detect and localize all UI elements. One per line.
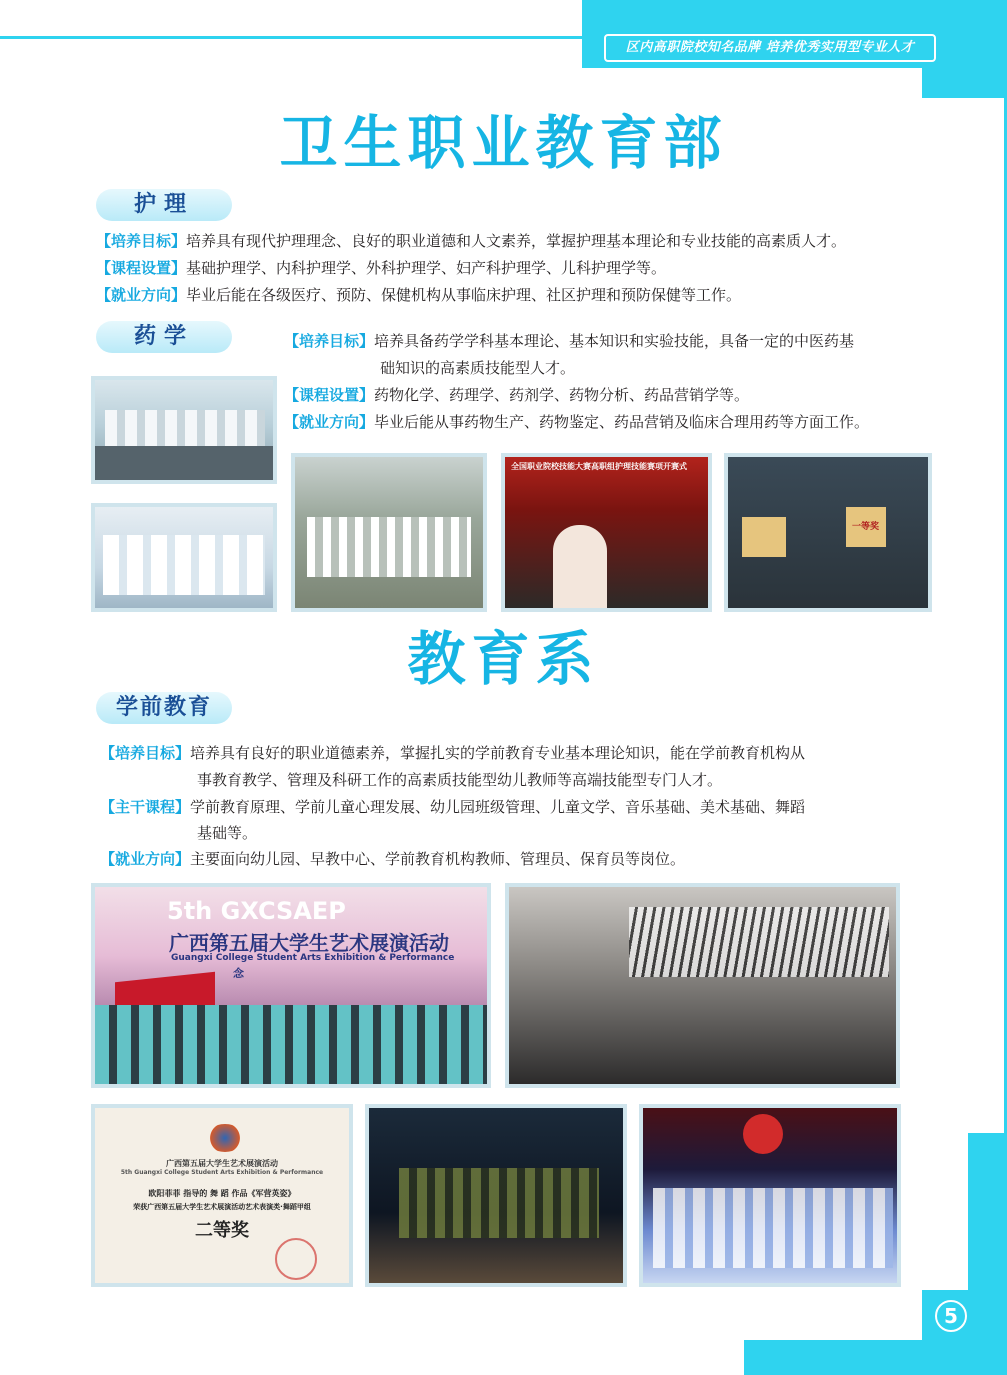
- photo-award-winners: [724, 453, 932, 612]
- label-course: 【课程设置】: [284, 386, 375, 404]
- label-goal: 【培养目标】: [284, 332, 375, 350]
- pharmacy-goal-text-cont: 础知识的高素质技能型人才。: [380, 359, 576, 377]
- label-main-course: 【主干课程】: [100, 798, 191, 816]
- contest-banner-text: 全国职业院校技能大赛高职组护理技能赛项开赛式: [511, 462, 687, 471]
- banner-code: 5th GXCSAEP: [167, 897, 346, 925]
- section-pill-pharmacy: 药学: [96, 321, 232, 353]
- nursing-goal-text: 培养具有现代护理理念、良好的职业道德和人文素养，掌握护理基本理论和专业技能的高素质人才。: [186, 232, 847, 250]
- preschool-course-cont: [197, 820, 257, 846]
- preschool-goal-cont: [197, 767, 722, 793]
- nursing-career-text: 毕业后能在各级医疗、预防、保健机构从事临床护理、社区护理和预防保健等工作。: [186, 286, 742, 304]
- pharmacy-goal-text: 培养具备药学学科基本理论、基本知识和实验技能，具备一定的中医药基: [374, 332, 855, 350]
- pharmacy-career-text: 毕业后能从事药物生产、药物鉴定、药品营销及临床合理用药等方面工作。: [374, 413, 870, 431]
- pharmacy-career-line: [284, 409, 869, 435]
- header-banner: [582, 0, 972, 68]
- dept-title-education: 教育系: [407, 625, 600, 693]
- preschool-goal-text: 培养具有良好的职业道德素养，掌握扎实的学前教育专业基本理论知识，能在学前教育机构从: [190, 744, 806, 762]
- page-number-tab: [922, 1290, 990, 1340]
- header-slogan: 区内高职院校知名品牌 培养优秀实用型专业人才: [625, 40, 915, 55]
- page-number: 5: [935, 1300, 967, 1332]
- preschool-course-text-cont: 基础等。: [197, 824, 258, 842]
- label-goal: 【培养目标】: [100, 744, 191, 762]
- preschool-career-text: 主要面向幼儿园、早教中心、学前教育机构教师、管理员、保育员等岗位。: [190, 850, 686, 868]
- dept-title-health: 卫生职业教育部: [279, 109, 728, 177]
- photo-nurses-stairs: [291, 453, 487, 612]
- banner-tail: 念: [233, 967, 244, 980]
- banner-subtitle: Guangxi College Student Arts Exhibition & Performance: [171, 953, 455, 963]
- label-course: 【课程设置】: [96, 259, 187, 277]
- photo-award-certificate: [91, 1104, 353, 1287]
- photo-lab-students: [91, 376, 277, 484]
- label-career: 【就业方向】: [100, 850, 191, 868]
- banner-title: 广西第五届大学生艺术展演活动: [169, 931, 449, 955]
- label-career: 【就业方向】: [96, 286, 187, 304]
- nursing-career-line: [96, 282, 741, 308]
- nursing-goal-line: [96, 228, 846, 254]
- preschool-goal-line: [100, 740, 805, 766]
- preschool-goal-text-cont: 事教育教学、管理及科研工作的高素质技能型幼儿教师等高端技能型专门人才。: [197, 771, 723, 789]
- label-goal: 【培养目标】: [96, 232, 187, 250]
- pharmacy-goal-cont: [380, 355, 575, 381]
- preschool-career-line: [100, 846, 685, 872]
- photo-skills-contest: [501, 453, 712, 612]
- cert-line-1: 欧阳菲菲 指导的 舞 蹈 作品《军营英姿》: [148, 1189, 296, 1198]
- section-pill-nursing: 护理: [96, 189, 232, 221]
- photo-military-dance: [365, 1104, 627, 1287]
- preschool-course-text: 学前教育原理、学前儿童心理发展、幼儿园班级管理、儿童文学、音乐基础、美术基础、舞蹈: [190, 798, 806, 816]
- photo-nursing-class: [91, 503, 277, 612]
- nursing-course-text: 基础护理学、内科护理学、外科护理学、妇产科护理学、儿科护理学等。: [186, 259, 667, 277]
- cert-title: 广西第五届大学生艺术展演活动: [166, 1159, 278, 1168]
- footer-bar: [744, 1340, 1007, 1375]
- cert-subtitle: 5th Guangxi College Student Arts Exhibition & Performance: [120, 1169, 324, 1176]
- slogan-frame: [604, 34, 936, 62]
- nursing-course-line: [96, 255, 666, 281]
- pharmacy-course-line: [284, 382, 749, 408]
- pharmacy-goal-line: [284, 328, 854, 354]
- cert-line-2: 荣获广西第五届大学生艺术展演活动艺术表演类·舞蹈甲组: [133, 1203, 311, 1211]
- header-rule: [0, 36, 600, 39]
- preschool-course-line: [100, 794, 805, 820]
- award-banner-text: 一等奖: [852, 522, 880, 532]
- photo-stage-dance: [639, 1104, 901, 1287]
- cert-prize: 二等奖: [195, 1220, 249, 1241]
- section-pill-preschool: 学前教育: [96, 692, 232, 724]
- pharmacy-course-text: 药物化学、药理学、药剂学、药物分析、药品营销学等。: [374, 386, 750, 404]
- label-career: 【就业方向】: [284, 413, 375, 431]
- photo-piano-class: [505, 883, 900, 1088]
- photo-arts-festival: [91, 883, 491, 1088]
